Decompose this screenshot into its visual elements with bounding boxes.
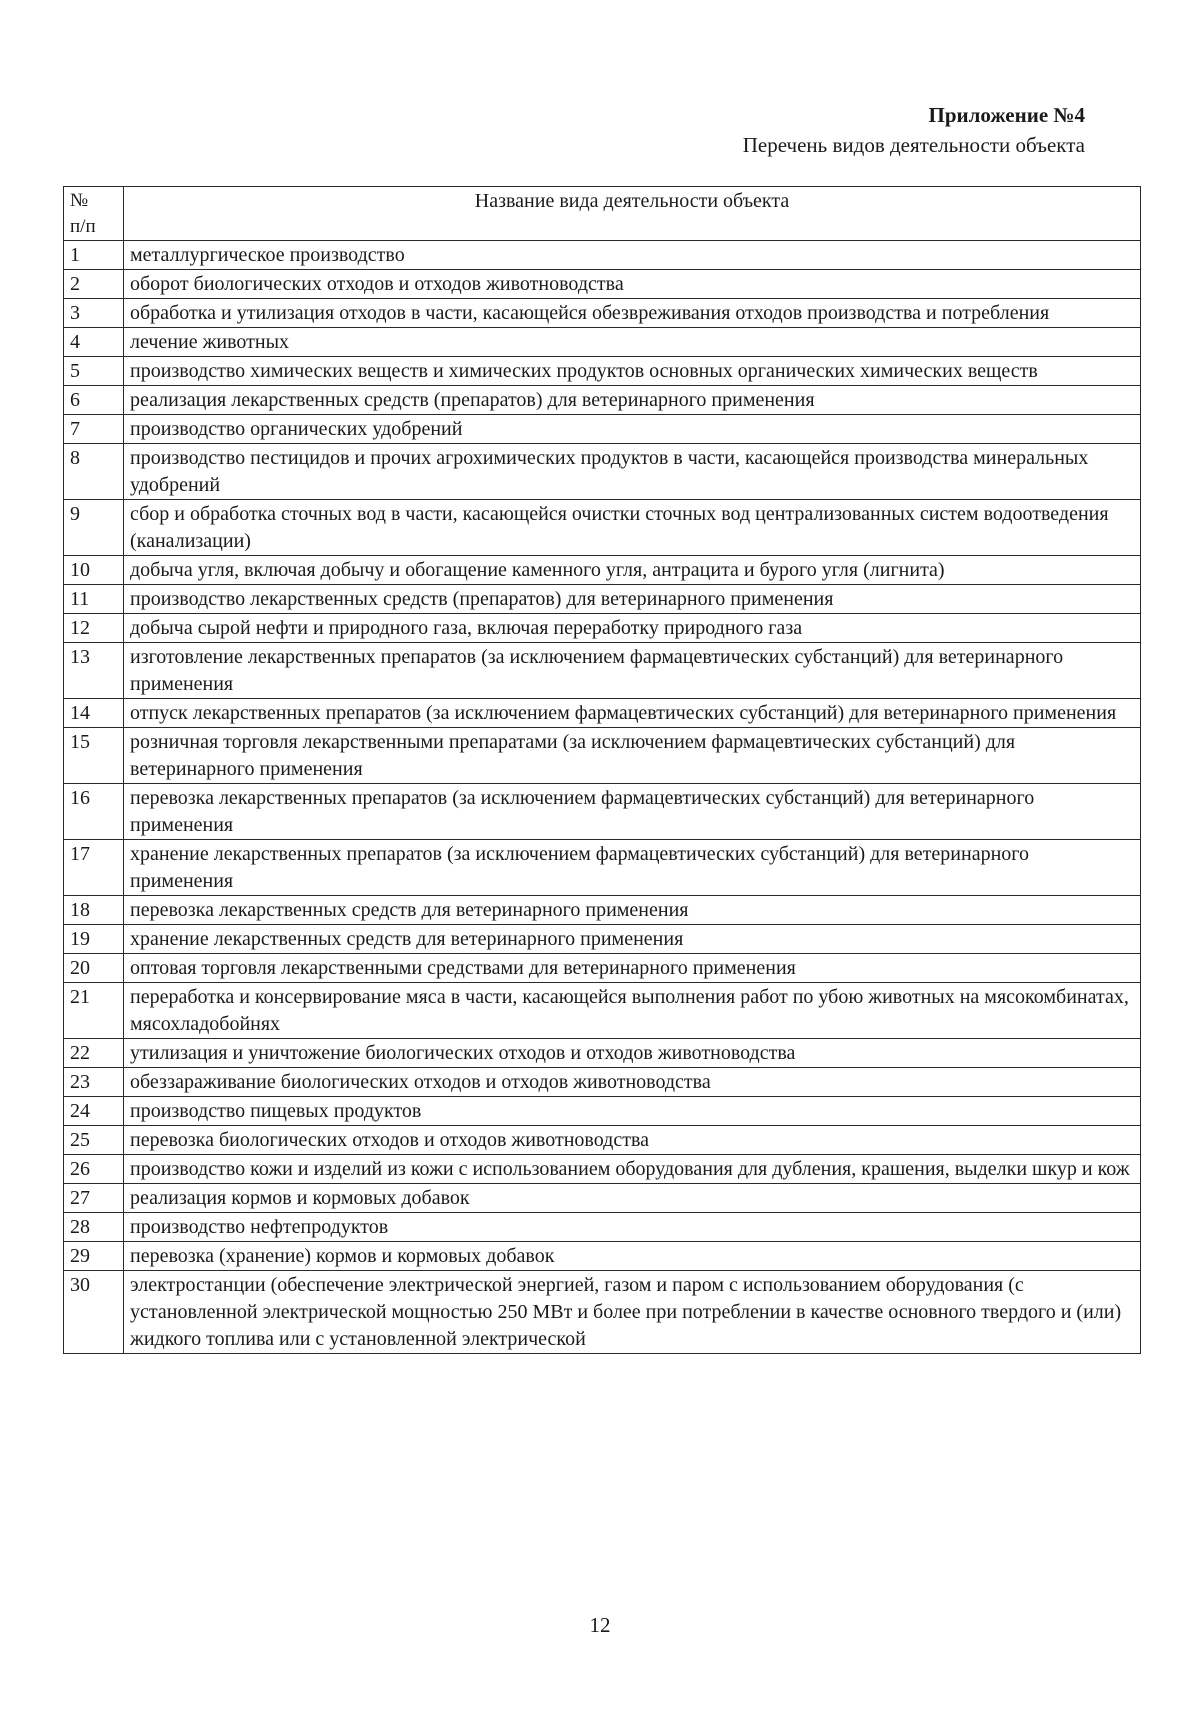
- activity-name: перевозка лекарственных средств для ветеринарного применения: [124, 896, 1141, 925]
- table-row: [64, 1126, 1141, 1155]
- row-number: 1: [64, 241, 124, 270]
- activity-name: хранение лекарственных препаратов (за исключением фармацевтических субстанций) для ветеринарного применения: [124, 840, 1141, 896]
- row-number: 28: [64, 1213, 124, 1242]
- activity-name: хранение лекарственных средств для ветеринарного применения: [124, 925, 1141, 954]
- row-number: 19: [64, 925, 124, 954]
- row-number: 15: [64, 728, 124, 784]
- activity-name: перевозка лекарственных препаратов (за исключением фармацевтических субстанций) для ветеринарного применения: [124, 784, 1141, 840]
- activity-name: производство пестицидов и прочих агрохимических продуктов в части, касающейся производства минеральных удобрений: [124, 444, 1141, 500]
- row-number: 30: [64, 1271, 124, 1354]
- activity-name: оптовая торговля лекарственными средствами для ветеринарного применения: [124, 954, 1141, 983]
- table-row: [64, 925, 1141, 954]
- table-row: [64, 614, 1141, 643]
- page-number: 12: [589, 1613, 611, 1637]
- row-number: 29: [64, 1242, 124, 1271]
- table-row: [64, 643, 1141, 699]
- row-number: 18: [64, 896, 124, 925]
- activity-name: обеззараживание биологических отходов и отходов животноводства: [124, 1068, 1141, 1097]
- row-number: 9: [64, 500, 124, 556]
- activity-name: производство нефтепродуктов: [124, 1213, 1141, 1242]
- page-header: [743, 100, 1085, 160]
- activity-name: металлургическое производство: [124, 241, 1141, 270]
- row-number: 4: [64, 328, 124, 357]
- row-number: 27: [64, 1184, 124, 1213]
- column-header-number: [64, 187, 124, 241]
- table-row: [64, 983, 1141, 1039]
- activity-name: производство органических удобрений: [124, 415, 1141, 444]
- activity-name: электростанции (обеспечение электрической энергией, газом и паром с использованием оборудования (с установленной электрической мощностью 250 МВт и более при потреблении в качестве основного твердого и (или) жидкого топлива или с установленной электрической: [124, 1271, 1141, 1354]
- table-row: [64, 556, 1141, 585]
- table-row: [64, 500, 1141, 556]
- activity-name: реализация лекарственных средств (препаратов) для ветеринарного применения: [124, 386, 1141, 415]
- table-row: [64, 1068, 1141, 1097]
- activity-name: реализация кормов и кормовых добавок: [124, 1184, 1141, 1213]
- activity-name: обработка и утилизация отходов в части, касающейся обезвреживания отходов производства и потребления: [124, 299, 1141, 328]
- appendix-subtitle: Перечень видов деятельности объекта: [742, 133, 1085, 157]
- activity-name: перевозка биологических отходов и отходов животноводства: [124, 1126, 1141, 1155]
- row-number: 5: [64, 357, 124, 386]
- row-number: 6: [64, 386, 124, 415]
- column-header-name: Название вида деятельности объекта: [124, 187, 1141, 241]
- activity-name: оборот биологических отходов и отходов животноводства: [124, 270, 1141, 299]
- activity-name: добыча сырой нефти и природного газа, включая переработку природного газа: [124, 614, 1141, 643]
- activity-name: производство лекарственных средств (препаратов) для ветеринарного применения: [124, 585, 1141, 614]
- column-header-number-line1: №: [70, 190, 89, 211]
- table-row: [64, 699, 1141, 728]
- table-row: [64, 1271, 1141, 1354]
- activity-name: сбор и обработка сточных вод в части, касающейся очистки сточных вод централизованных систем водоотведения (канализации): [124, 500, 1141, 556]
- row-number: 17: [64, 840, 124, 896]
- row-number: 16: [64, 784, 124, 840]
- table-row: [64, 1039, 1141, 1068]
- table-row: [64, 954, 1141, 983]
- row-number: 22: [64, 1039, 124, 1068]
- column-header-number-line2: п/п: [70, 216, 96, 237]
- table-row: [64, 357, 1141, 386]
- activity-name: розничная торговля лекарственными препаратами (за исключением фармацевтических субстанций) для ветеринарного применения: [124, 728, 1141, 784]
- activity-name: утилизация и уничтожение биологических отходов и отходов животноводства: [124, 1039, 1141, 1068]
- table-row: [64, 1097, 1141, 1126]
- activity-name: производство кожи и изделий из кожи с использованием оборудования для дубления, крашения, выделки шкур и кож: [124, 1155, 1141, 1184]
- table-row: [64, 840, 1141, 896]
- row-number: 24: [64, 1097, 124, 1126]
- row-number: 25: [64, 1126, 124, 1155]
- activity-name: лечение животных: [124, 328, 1141, 357]
- table-row: [64, 270, 1141, 299]
- activity-name: производство пищевых продуктов: [124, 1097, 1141, 1126]
- row-number: 12: [64, 614, 124, 643]
- row-number: 11: [64, 585, 124, 614]
- activity-name: добыча угля, включая добычу и обогащение каменного угля, антрацита и бурого угля (лигнита): [124, 556, 1141, 585]
- activities-table: [63, 186, 1141, 1354]
- activity-name: переработка и консервирование мяса в части, касающейся выполнения работ по убою животных на мясокомбинатах, мясохладобойнях: [124, 983, 1141, 1039]
- table-header-row: [64, 187, 1141, 241]
- row-number: 23: [64, 1068, 124, 1097]
- activity-name: отпуск лекарственных препаратов (за исключением фармацевтических субстанций) для ветеринарного применения: [124, 699, 1141, 728]
- row-number: 21: [64, 983, 124, 1039]
- table-row: [64, 415, 1141, 444]
- row-number: 10: [64, 556, 124, 585]
- row-number: 3: [64, 299, 124, 328]
- table-row: [64, 328, 1141, 357]
- activity-name: перевозка (хранение) кормов и кормовых добавок: [124, 1242, 1141, 1271]
- table-row: [64, 386, 1141, 415]
- table-row: [64, 896, 1141, 925]
- activity-name: производство химических веществ и химических продуктов основных органических химических веществ: [124, 357, 1141, 386]
- table-row: [64, 784, 1141, 840]
- table-row: [64, 444, 1141, 500]
- row-number: 8: [64, 444, 124, 500]
- row-number: 26: [64, 1155, 124, 1184]
- row-number: 14: [64, 699, 124, 728]
- row-number: 20: [64, 954, 124, 983]
- row-number: 2: [64, 270, 124, 299]
- table-row: [64, 299, 1141, 328]
- row-number: 7: [64, 415, 124, 444]
- appendix-title: Приложение №4: [928, 103, 1085, 127]
- table-row: [64, 728, 1141, 784]
- table-row: [64, 241, 1141, 270]
- activity-name: изготовление лекарственных препаратов (за исключением фармацевтических субстанций) для ветеринарного применения: [124, 643, 1141, 699]
- table-row: [64, 585, 1141, 614]
- row-number: 13: [64, 643, 124, 699]
- table-row: [64, 1242, 1141, 1271]
- table-row: [64, 1184, 1141, 1213]
- table-row: [64, 1155, 1141, 1184]
- table-row: [64, 1213, 1141, 1242]
- table-body: [64, 241, 1141, 1354]
